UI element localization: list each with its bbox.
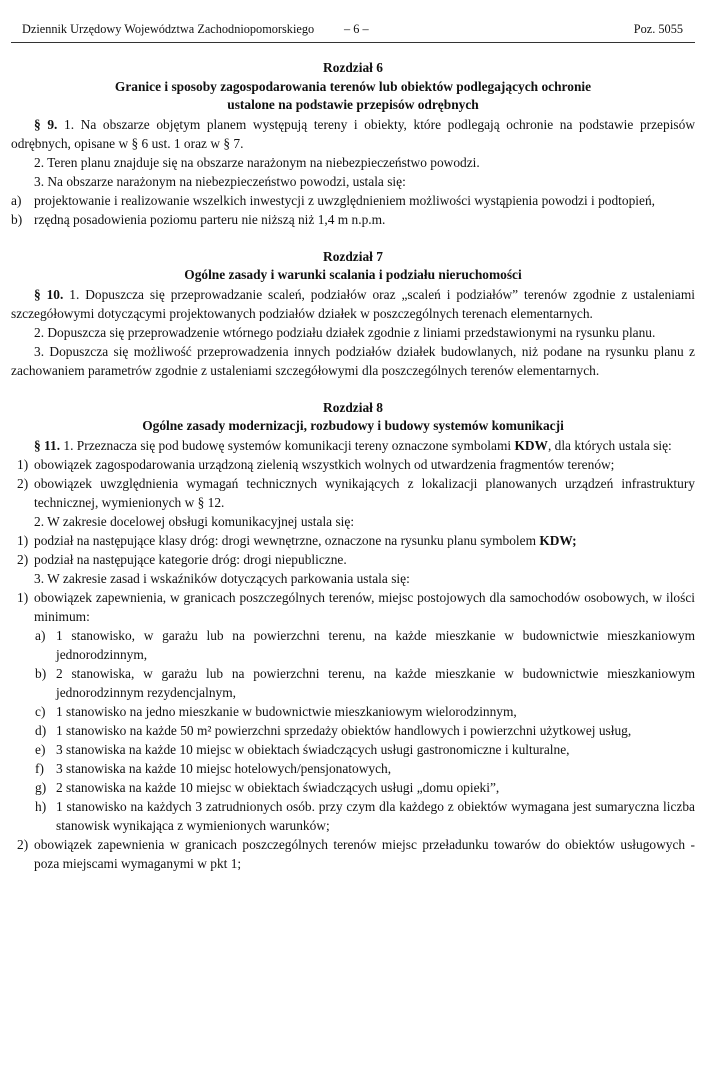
list-item: [11, 550, 695, 569]
section-11-paragraph-1: [11, 436, 695, 455]
sub-list-item-text: 1 stanowisko na każdych 3 zatrudnionych osób. przy czym dla każdego z obiektów wymagana jest sumaryczna liczba stanowisk wynikająca z wymienionych warunków;: [56, 798, 695, 833]
list-item-text: projektowanie i realizowanie wszelkich inwestycji z uwzględnieniem możliwości wystąpienia powodzi i podtopień,: [34, 192, 655, 208]
sub-list-item: [11, 721, 695, 740]
page-number: – 6 –: [344, 22, 369, 36]
running-header: [11, 0, 695, 36]
section-10-p1-text: 1. Dopuszcza się przeprowadzanie scaleń, podziałów oraz „scaleń i podziałów” terenów zgodnie z ustaleniami szczegółowymi dotyczącymi projektowanych podziałów działek w poszczególnych terenach elementarnych.: [11, 286, 695, 321]
list-item-number: 2): [17, 551, 29, 567]
sub-list-item-text: 1 stanowisko na każde 50 m² powierzchni sprzedaży obiektów handlowych i powierzchni użytkowej usług,: [56, 722, 632, 738]
list-item: [11, 835, 695, 873]
section-9-p1-text: 1. Na obszarze objętym planem występują tereny i obiekty, które podlegają ochronie na podstawie przepisów odrębnych, opisane w § 6 ust. 1 oraz w § 7.: [11, 116, 695, 151]
list-item-text: podział na następujące kategorie dróg: drogi niepubliczne.: [34, 551, 347, 567]
chapter-8-number: Rozdział 8: [323, 399, 383, 415]
list-item-text: obowiązek uwzględnienia wymagań technicznych wynikających z lokalizacji planowanych urządzeń infrastruktury technicznej, wymienionych w § 12.: [34, 475, 695, 510]
section-11-mark: § 11.: [34, 437, 61, 453]
list-item-number: 1): [17, 589, 29, 605]
section-10-paragraph-1: [11, 285, 695, 323]
sub-list-item: [11, 778, 695, 797]
sub-list-item: [11, 740, 695, 759]
chapter-8-title: Ogólne zasady modernizacji, rozbudowy i budowy systemów komunikacji: [142, 418, 564, 433]
section-10-mark: § 10.: [34, 286, 64, 302]
sub-list-item: [11, 664, 695, 702]
header-rule: [11, 42, 695, 43]
position-number: Poz. 5055: [633, 22, 683, 36]
chapter-6-title-line1: Granice i sposoby zagospodarowania terenów lub obiektów podlegających ochronie: [114, 78, 592, 94]
sub-list-item-text: 2 stanowiska, w garażu lub na powierzchni terenu, na każde mieszkanie w budownictwie mieszkaniowym jednorodzinnym rezydencjalnym,: [56, 665, 695, 700]
sub-list-item-letter: a): [35, 627, 46, 643]
list-item: [11, 191, 695, 210]
list-item-text: obowiązek zapewnienia w granicach poszczególnych terenów miejsc przeładunku towarów do obiektów usługowych - poza miejscami wymaganymi w pkt 1;: [34, 836, 695, 871]
section-9-mark: § 9.: [34, 116, 58, 132]
list-item-text: rzędną posadowienia poziomu parteru nie niższą niż 1,4 m n.p.m.: [34, 211, 386, 227]
list-item-text: obowiązek zapewnienia, w granicach poszczególnych terenów, miejsc postojowych dla samochodów osobowych, w ilości minimum:: [34, 589, 695, 624]
section-9-paragraph-1: [11, 115, 695, 153]
journal-name: Dziennik Urzędowy Województwa Zachodniopomorskiego: [22, 22, 315, 36]
section-9-paragraph-2: 2. Teren planu znajduje się na obszarze narażonym na niebezpieczeństwo powodzi.: [34, 154, 480, 170]
list-item-number: 1): [17, 456, 29, 472]
section-11-paragraph-3: 3. W zakresie zasad i wskaźników dotyczących parkowania ustala się:: [34, 570, 410, 586]
list-item: [11, 210, 695, 229]
sub-list-item: [11, 626, 695, 664]
list-item-number: 2): [17, 836, 29, 852]
section-11-p1-text-a: 1. Przeznacza się pod budowę systemów komunikacji tereny oznaczone symbolami: [60, 437, 515, 453]
sub-list-item-letter: g): [35, 779, 47, 795]
list-item: [11, 588, 695, 626]
sub-list-item-text: 2 stanowiska na każde 10 miejsc w obiektach świadczących usługi „domu opieki”,: [56, 779, 500, 795]
section-11-p1-text-b: , dla których ustala się:: [547, 437, 672, 453]
chapter-7-number: Rozdział 7: [323, 248, 383, 264]
sub-list-item-letter: h): [35, 798, 47, 814]
sub-list-item-text: 1 stanowisko, w garażu lub na powierzchni terenu, na każde mieszkanie w budownictwie mieszkaniowym jednorodzinnym,: [56, 627, 695, 662]
sub-list-item: [11, 797, 695, 835]
section-10-paragraph-2: 2. Dopuszcza się przeprowadzenie wtórnego podziału działek zgodnie z liniami przedstawionymi na rysunku planu.: [34, 324, 656, 340]
section-11-paragraph-2: 2. W zakresie docelowej obsługi komunikacyjnej ustala się:: [34, 513, 355, 529]
sub-list-item: [11, 702, 695, 721]
sub-list-item: [11, 759, 695, 778]
sub-list-item-text: 1 stanowisko na jedno mieszkanie w budownictwie mieszkaniowym wielorodzinnym,: [56, 703, 517, 719]
chapter-6-title-line2: ustalone na podstawie przepisów odrębnych: [227, 97, 479, 112]
list-item-number: 2): [17, 475, 29, 491]
symbol-kdw: KDW: [514, 437, 548, 453]
sub-list-item-text: 3 stanowiska na każde 10 miejsc w obiektach świadczących usługi gastronomiczne i kulturalne,: [56, 741, 570, 757]
section-9-paragraph-3: 3. Na obszarze narażonym na niebezpieczeństwo powodzi, ustala się:: [34, 173, 406, 189]
list-item-text: obowiązek zagospodarowania urządzoną zielenią wszystkich wolnych od utwardzenia fragmentów terenów;: [34, 456, 615, 472]
list-item-number: b): [11, 211, 23, 227]
sub-list-item-letter: d): [35, 722, 47, 738]
list-item: [11, 474, 695, 512]
list-item-number: 1): [17, 532, 29, 548]
chapter-6-number: Rozdział 6: [323, 60, 383, 75]
sub-list-item-text: 3 stanowiska na każde 10 miejsc hotelowych/pensjonatowych,: [56, 760, 392, 776]
document-body: [11, 59, 695, 873]
sub-list-item-letter: c): [35, 703, 46, 719]
list-item-text: podział na następujące klasy dróg: drogi wewnętrzne, oznaczone na rysunku planu symbolem: [34, 532, 540, 548]
symbol-kdw: KDW;: [539, 532, 577, 548]
list-item: [11, 531, 695, 550]
list-item: [11, 455, 695, 474]
chapter-7-title: Ogólne zasady i warunki scalania i podziału nieruchomości: [184, 267, 522, 282]
sub-list-item-letter: e): [35, 741, 46, 757]
list-item-number: a): [11, 192, 22, 208]
sub-list-item-letter: f): [35, 760, 44, 776]
sub-list-item-letter: b): [35, 665, 47, 681]
section-10-paragraph-3: 3. Dopuszcza się możliwość przeprowadzenia innych podziałów działek budowlanych, niż podane na rysunku planu z zachowaniem parametrów zgodnie z ustaleniami szczegółowymi dla poszczególnych terenów elementarnych.: [11, 343, 695, 378]
